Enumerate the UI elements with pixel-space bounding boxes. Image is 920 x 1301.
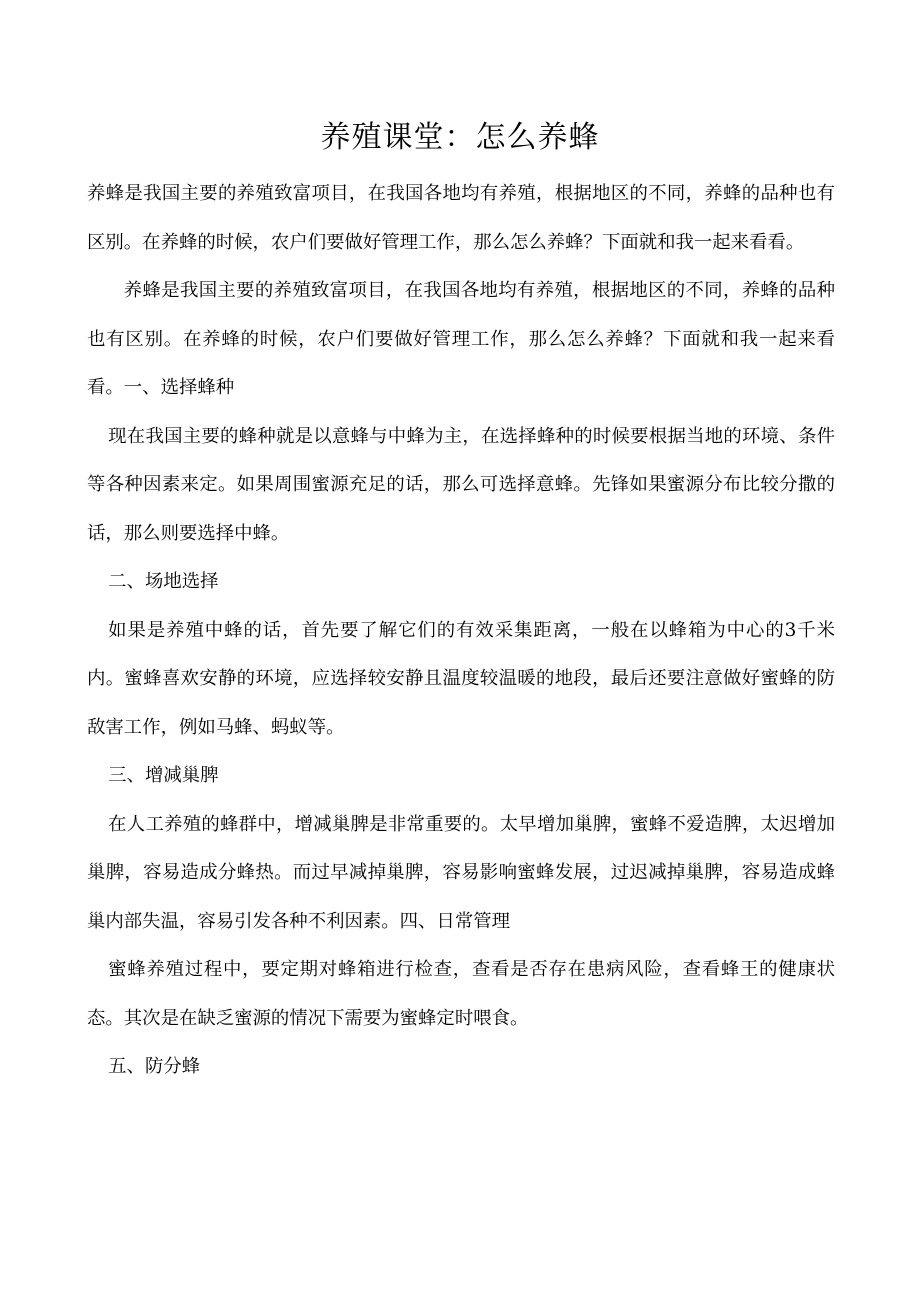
section-heading-swarm-prevention: 五、防分蜂: [108, 1056, 201, 1077]
bee-species-paragraph: 现在我国主要的蜂种就是以意蜂与中蜂为主，在选择蜂种的时候要根据当地的环境、条件等各种因素来定。如果周围蜜源充足的话，那么可选择意蜂。先锋如果蜜源分布比较分撒的话，那么则要选择中蜂。: [87, 425, 835, 544]
site-selection-paragraph: 如果是养殖中蜂的话，首先要了解它们的有效采集距离，一般在以蜂箱为中心的3千米内。蜜蜂喜欢安静的环境，应选择较安静且温度较温暖的地段，最后还要注意做好蜜蜂的防敌害工作，例如马蜂、蚂蚁等。: [87, 619, 835, 738]
document-title: 养殖课堂：怎么养蜂: [320, 120, 600, 155]
intro-paragraph: 养蜂是我国主要的养殖致富项目，在我国各地均有养殖，根据地区的不同，养蜂的品种也有区别。在养蜂的时候，农户们要做好管理工作，那么怎么养蜂？下面就和我一起来看看。: [87, 183, 835, 253]
comb-adjustment-paragraph: 在人工养殖的蜂群中，增减巢脾是非常重要的。太早增加巢脾，蜜蜂不爱造脾，太迟增加巢脾，容易造成分蜂热。而过早减掉巢脾，容易影响蜜蜂发展，过迟减掉巢脾，容易造成蜂巢内部失温，容易引发各种不利因素。四、日常管理: [87, 813, 835, 932]
document-body: [87, 170, 835, 1092]
section-heading-comb-adjustment: 三、增减巢脾: [108, 765, 219, 786]
repeated-intro-paragraph: 养蜂是我国主要的养殖致富项目，在我国各地均有养殖，根据地区的不同，养蜂的品种也有区别。在养蜂的时候，农户们要做好管理工作，那么怎么养蜂？下面就和我一起来看看。一、选择蜂种: [87, 280, 835, 398]
daily-management-paragraph: 蜜蜂养殖过程中，要定期对蜂箱进行检查，查看是否存在患病风险，查看蜂王的健康状态。其次是在缺乏蜜源的情况下需要为蜜蜂定时喂食。: [87, 959, 835, 1029]
section-heading-site-selection: 二、场地选择: [108, 571, 219, 592]
